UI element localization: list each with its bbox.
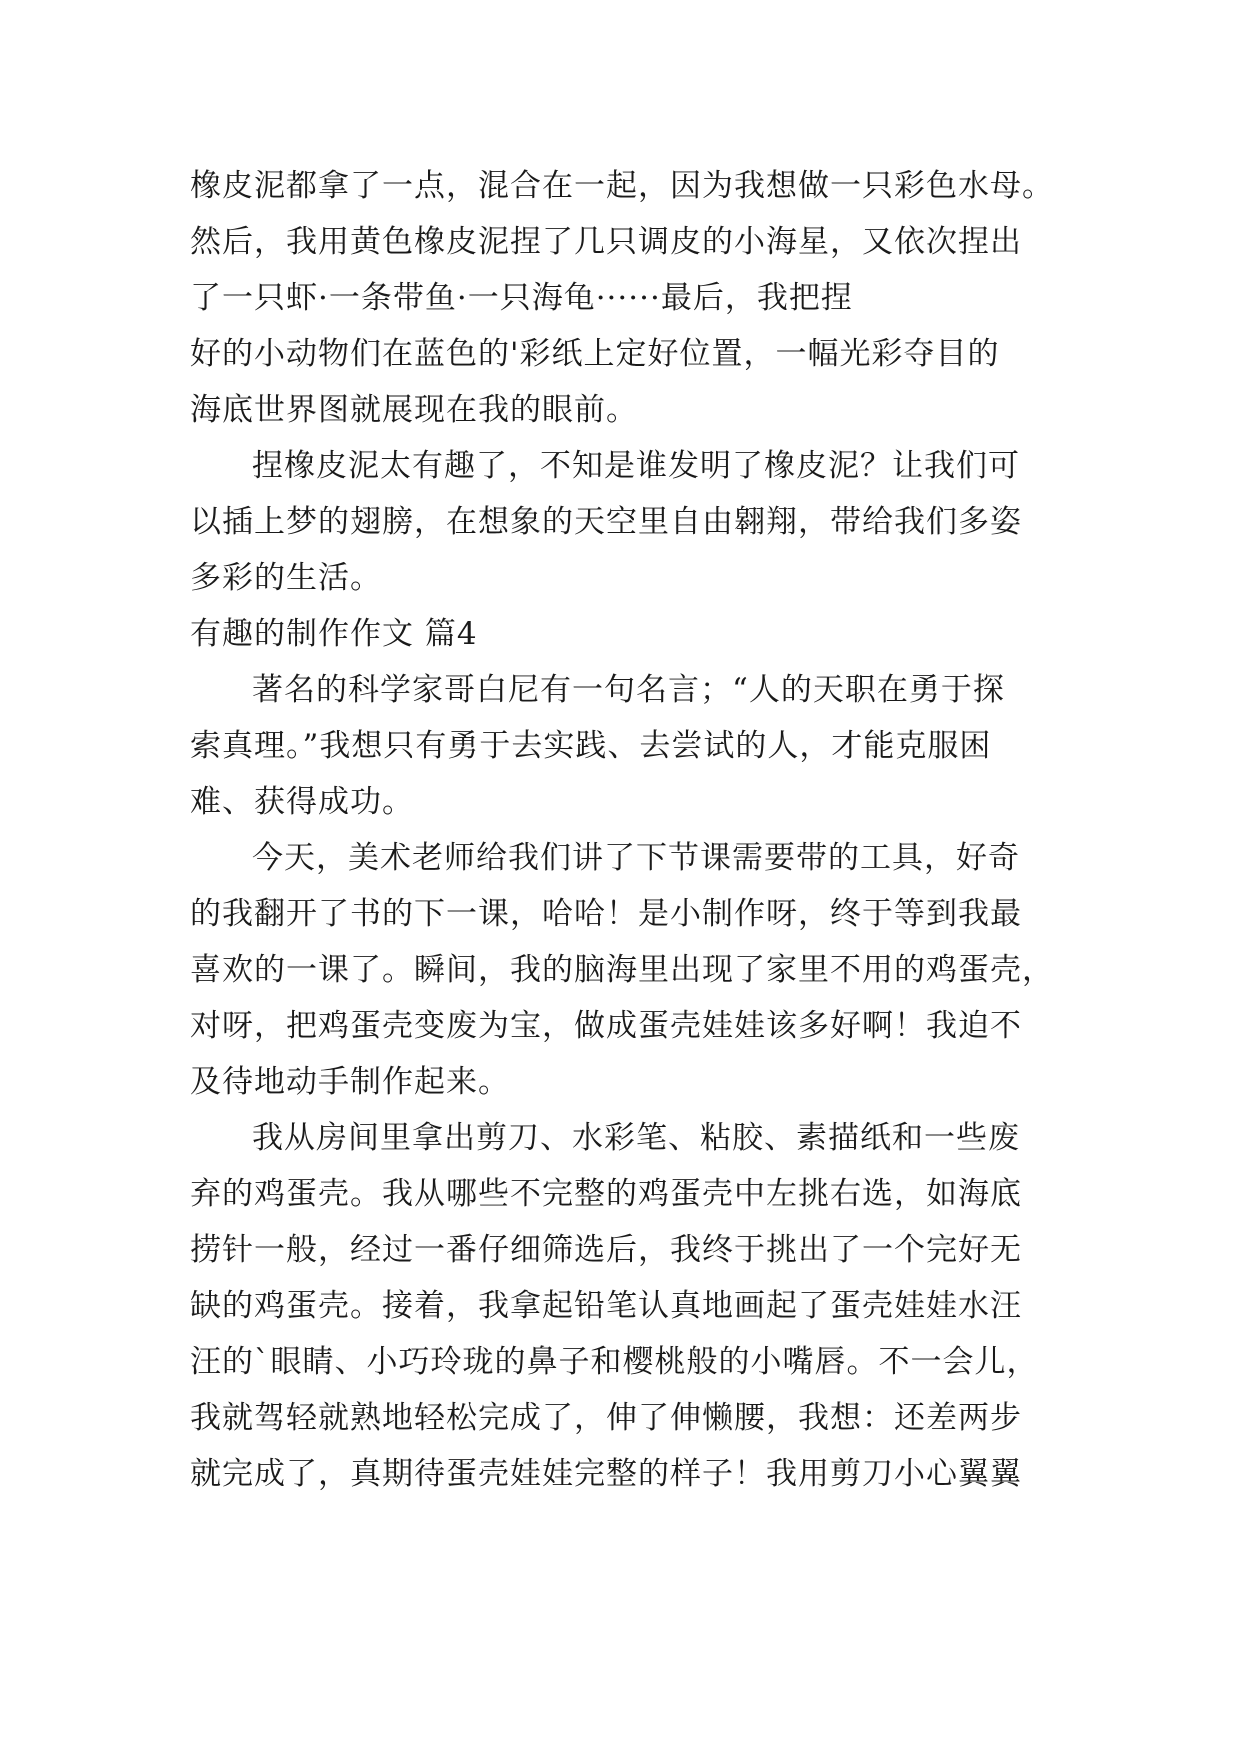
text-line: 汪的`眼睛、小巧玲珑的鼻子和樱桃般的小嘴唇。不一会儿， — [190, 1344, 1039, 1380]
paragraph-first-line: 今天，美术老师给我们讲了下节课需要带的工具，好奇 — [252, 840, 1020, 876]
section-heading: 有趣的制作作文 篇4 — [190, 616, 478, 652]
text-line: 索真理。”我想只有勇于去实践、去尝试的人，才能克服困 — [190, 728, 992, 764]
text-line: 缺的鸡蛋壳。接着，我拿起铅笔认真地画起了蛋壳娃娃水汪 — [190, 1288, 1022, 1324]
text-line: 的我翻开了书的下一课，哈哈！是小制作呀，终于等到我最 — [190, 896, 1022, 932]
text-line: 就完成了，真期待蛋壳娃娃完整的样子！我用剪刀小心翼翼 — [190, 1456, 1022, 1492]
text-line: 弃的鸡蛋壳。我从哪些不完整的鸡蛋壳中左挑右选，如海底 — [190, 1176, 1022, 1212]
text-line: 及待地动手制作起来。 — [190, 1064, 510, 1100]
text-line: 橡皮泥都拿了一点，混合在一起，因为我想做一只彩色水母。 — [190, 168, 1054, 204]
text-line: 海底世界图就展现在我的眼前。 — [190, 392, 638, 428]
text-line: 难、获得成功。 — [190, 784, 414, 820]
text-line: 对呀，把鸡蛋壳变废为宝，做成蛋壳娃娃该多好啊！我迫不 — [190, 1008, 1022, 1044]
paragraph-first-line: 著名的科学家哥白尼有一句名言；“人的天职在勇于探 — [252, 672, 1005, 708]
paragraph-first-line: 捏橡皮泥太有趣了，不知是谁发明了橡皮泥？让我们可 — [252, 448, 1020, 484]
text-line: 以插上梦的翅膀，在想象的天空里自由翱翔，带给我们多姿 — [190, 504, 1022, 540]
text-line: 我就驾轻就熟地轻松完成了，伸了伸懒腰，我想：还差两步 — [190, 1400, 1022, 1436]
document-body — [190, 158, 1054, 1502]
text-line: 多彩的生活。 — [190, 560, 382, 596]
text-line: 了一只虾·一条带鱼·一只海龟······最后，我把捏 — [190, 280, 853, 316]
text-line: 然后，我用黄色橡皮泥捏了几只调皮的小海星，又依次捏出 — [190, 224, 1022, 260]
text-line: 好的小动物们在蓝色的'彩纸上定好位置，一幅光彩夺目的 — [190, 336, 1000, 372]
text-line: 喜欢的一课了。瞬间，我的脑海里出现了家里不用的鸡蛋壳， — [190, 952, 1054, 988]
paragraph-first-line: 我从房间里拿出剪刀、水彩笔、粘胶、素描纸和一些废 — [252, 1120, 1020, 1156]
text-line: 捞针一般，经过一番仔细筛选后，我终于挑出了一个完好无 — [190, 1232, 1022, 1268]
